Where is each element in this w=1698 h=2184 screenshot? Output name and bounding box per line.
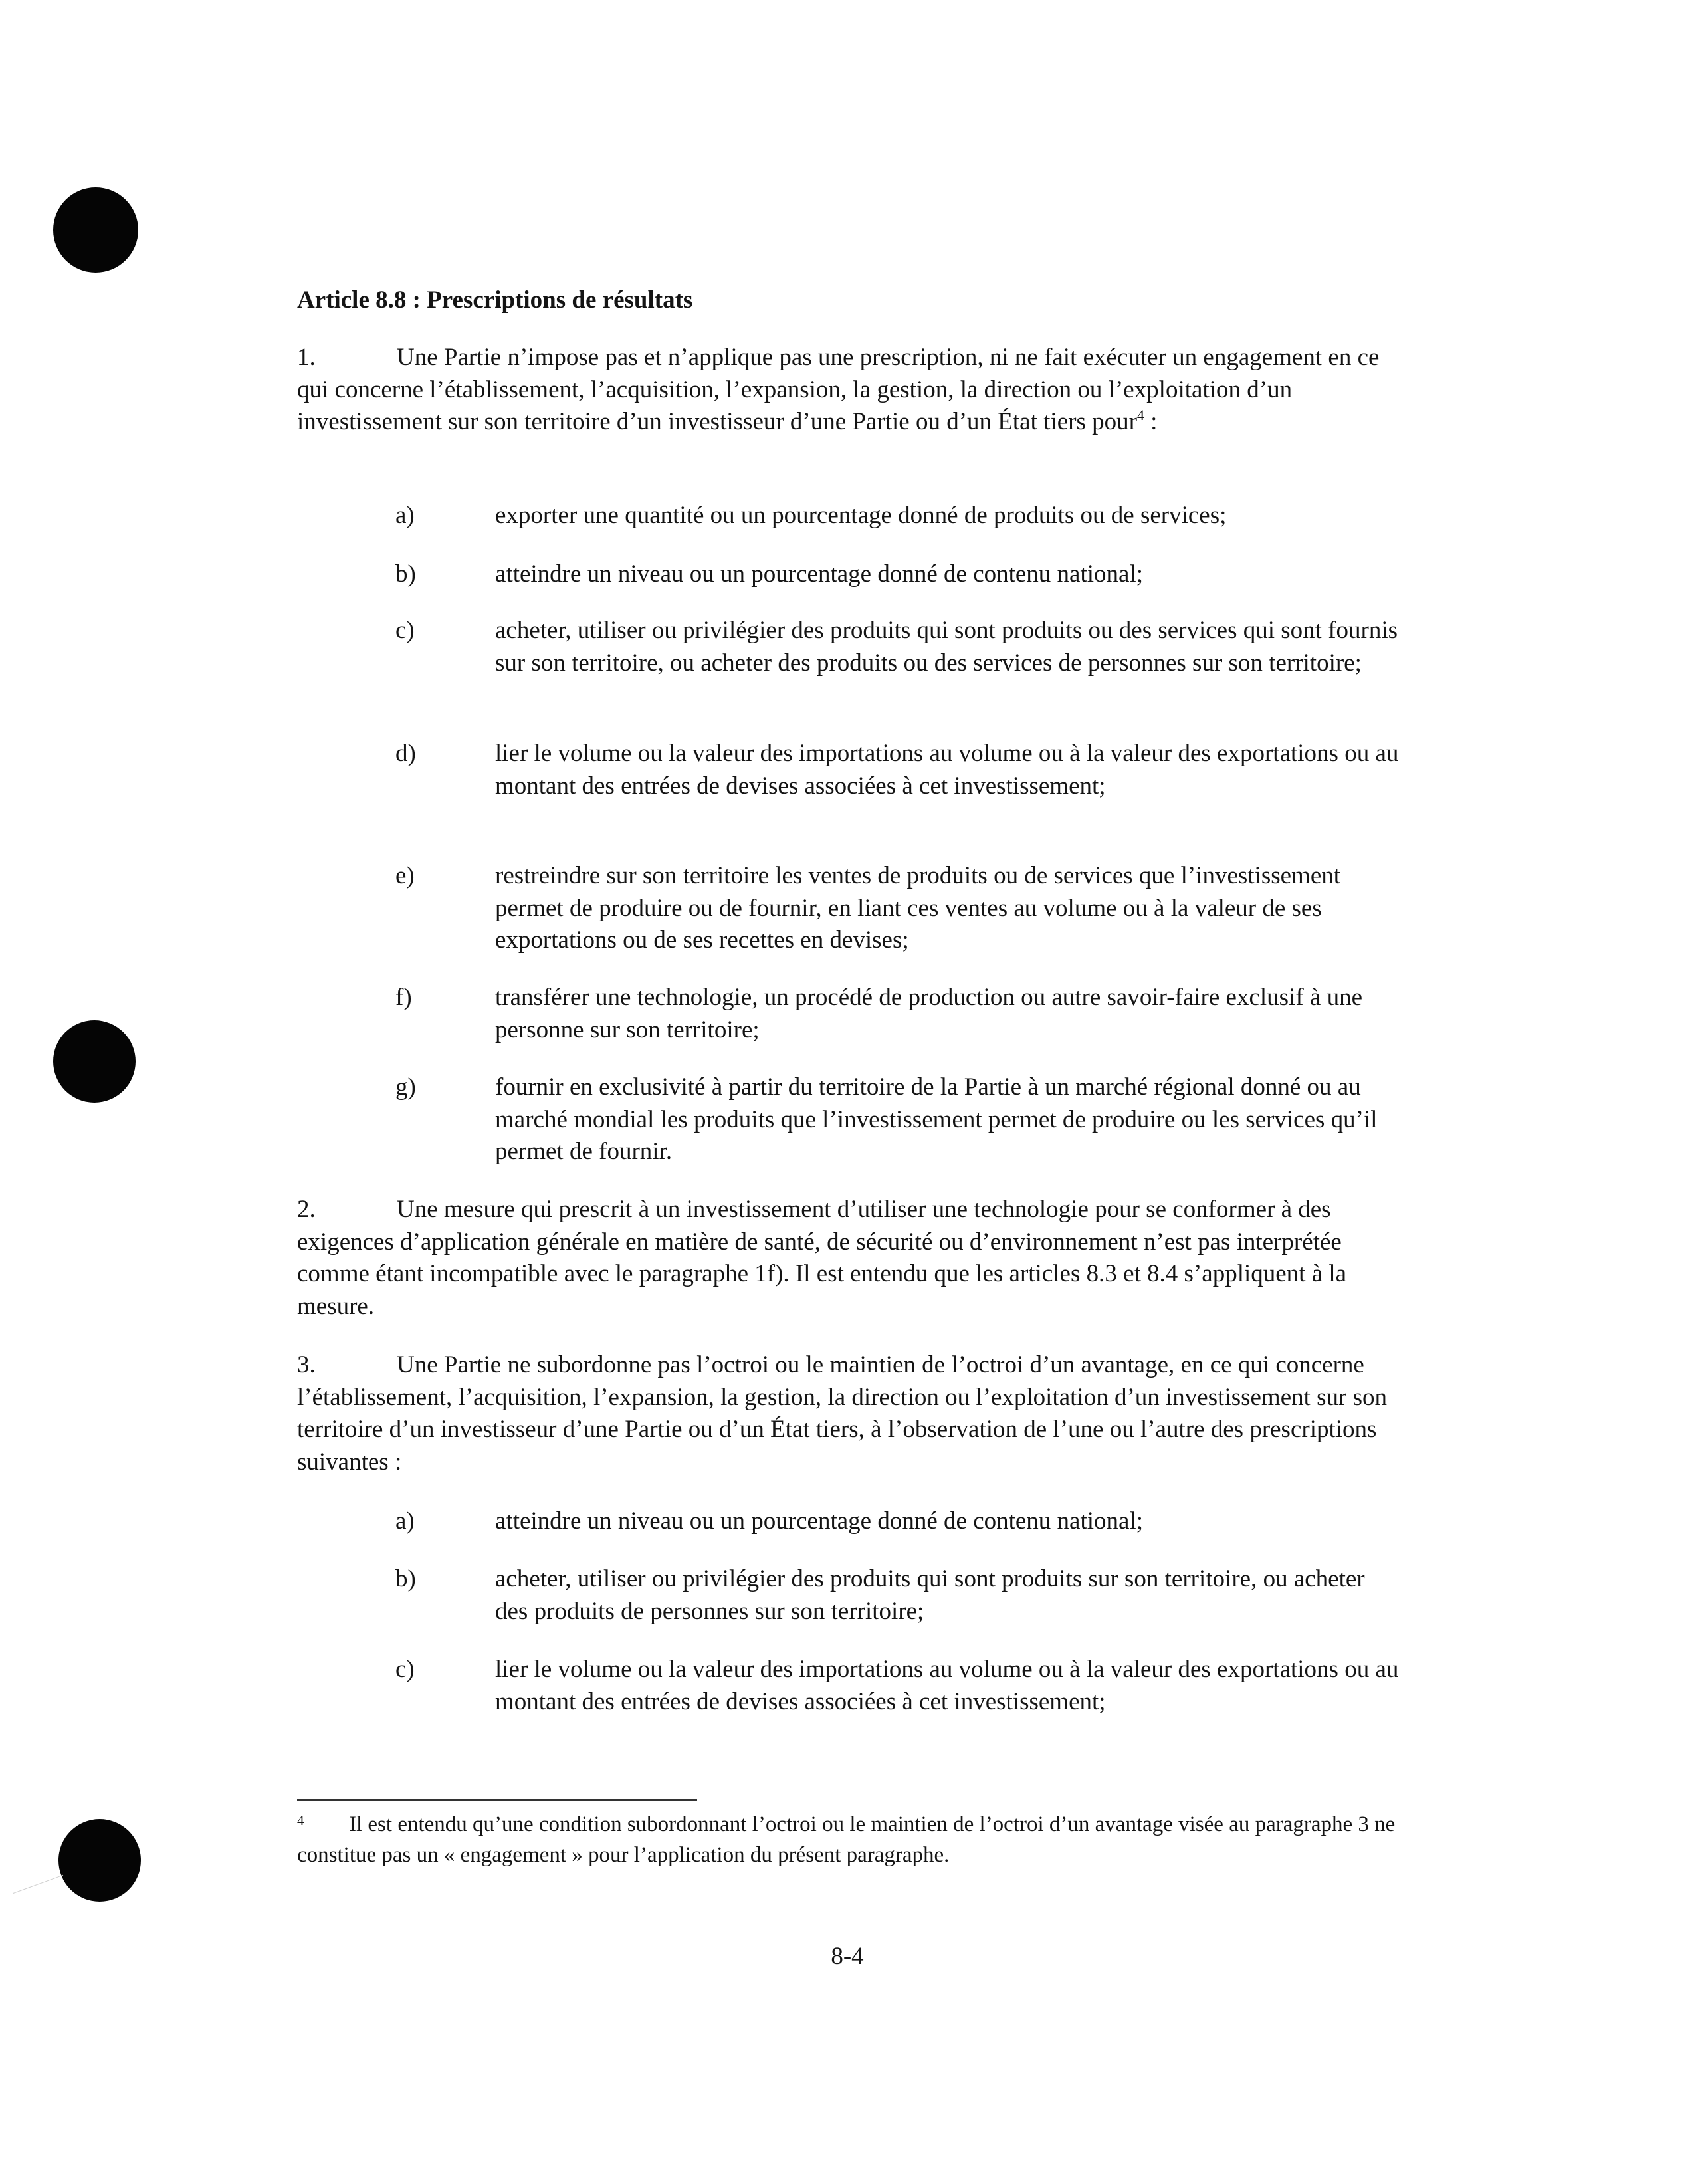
list-item-label: c) [395, 617, 415, 644]
list-item-text: transférer une technologie, un procédé de production ou autre savoir-faire exclusif à une personne sur son territoire; [495, 984, 1363, 1043]
list-item-text: lier le volume ou la valeur des importations au volume ou à la valeur des exportations ou au montant des entrées de devises associées à cet investissement; [495, 1656, 1399, 1715]
paragraph-text: Une mesure qui prescrit à un investissement d’utiliser une technologie pour se conformer à des exigences d’application générale en matière de santé, de sécurité ou d’environnement n’est pas interprétée comme étant incompatible avec le paragraphe 1f). Il est entendu que les articles 8.3 et 8.4 s’appliquent à la mesure. [297, 1196, 1347, 1320]
list-item-text: acheter, utiliser ou privilégier des produits qui sont produits ou des services qui sont fournis sur son territoire, ou acheter des produits ou des services de personnes sur son territoire; [495, 617, 1398, 677]
footnote-number: 4 [297, 1812, 304, 1828]
paragraph-text: Une Partie ne subordonne pas l’octroi ou le maintien de l’octroi d’un avantage, en ce qui concerne l’établissement, l’acquisition, l’expansion, la gestion, la direction ou l’exploitation d’un investissement sur son territoire d’un investisseur d’une Partie ou d’un État tiers, à l’observation de l’une ou l’autre des prescriptions suivantes : [297, 1351, 1388, 1475]
article-title: Article 8.8 : Prescriptions de résultats [297, 286, 693, 314]
paragraph-text: Une Partie n’impose pas et n’applique pas une prescription, ni ne fait exécuter un engagement en ce qui concerne l’établissement, l’acquisition, l’expansion, la gestion, la direction ou l’exploitation d’un investissement sur son territoire d’un investisseur d’une Partie ou d’un État tiers pour [297, 344, 1380, 435]
list-item-text: lier le volume ou la valeur des importations au volume ou à la valeur des exportations ou au montant des entrées de devises associées à cet investissement; [495, 740, 1399, 800]
list-item-label: d) [395, 740, 416, 767]
list-item-label: b) [395, 560, 416, 588]
list-item-text: acheter, utiliser ou privilégier des produits qui sont produits sur son territoire, ou acheter des produits de personnes sur son territoire; [495, 1565, 1365, 1625]
paragraph-text-end: : [1144, 408, 1158, 435]
list-item-label: a) [395, 1507, 415, 1535]
footnote-reference[interactable]: 4 [1136, 407, 1144, 423]
list-item-label: a) [395, 502, 415, 529]
list-item-label: f) [395, 984, 412, 1011]
punch-hole-top [53, 187, 138, 273]
paragraph-number: 2. [297, 1196, 316, 1223]
page-number: 8-4 [831, 1943, 864, 1970]
paragraph-2 [297, 1194, 1404, 1323]
list-item-text: atteindre un niveau ou un pourcentage donné de contenu national; [495, 560, 1144, 588]
footnote-separator [297, 1799, 697, 1801]
scan-mark [13, 1875, 64, 1894]
footnote-text: Il est entendu qu’une condition subordonnant l’octroi ou le maintien de l’octroi d’un avantage visée au paragraphe 3 ne constitue pas un « engagement » pour l’application du présent paragraphe. [297, 1812, 1396, 1867]
footnote [297, 1809, 1404, 1870]
list-item-label: g) [395, 1073, 416, 1101]
list-item-label: c) [395, 1656, 415, 1683]
list-item-text: restreindre sur son territoire les ventes de produits ou de services que l’investissement permet de produire ou de fournir, en liant ces ventes au volume ou à la valeur de ses exportations ou de ses recettes en devises; [495, 862, 1341, 954]
paragraph-number: 1. [297, 344, 316, 371]
list-item-text: fournir en exclusivité à partir du territoire de la Partie à un marché régional donné ou au marché mondial les produits que l’investissement permet de produire ou les services qu’il permet de fournir. [495, 1073, 1378, 1165]
list-item-text: exporter une quantité ou un pourcentage donné de produits ou de services; [495, 502, 1227, 529]
punch-hole-middle [53, 1020, 136, 1103]
paragraph-1 [297, 342, 1404, 439]
punch-hole-bottom [58, 1819, 141, 1902]
list-item-label: b) [395, 1565, 416, 1592]
list-item-label: e) [395, 862, 415, 889]
paragraph-number: 3. [297, 1351, 316, 1378]
paragraph-3 [297, 1349, 1404, 1478]
list-item-text: atteindre un niveau ou un pourcentage donné de contenu national; [495, 1507, 1144, 1535]
